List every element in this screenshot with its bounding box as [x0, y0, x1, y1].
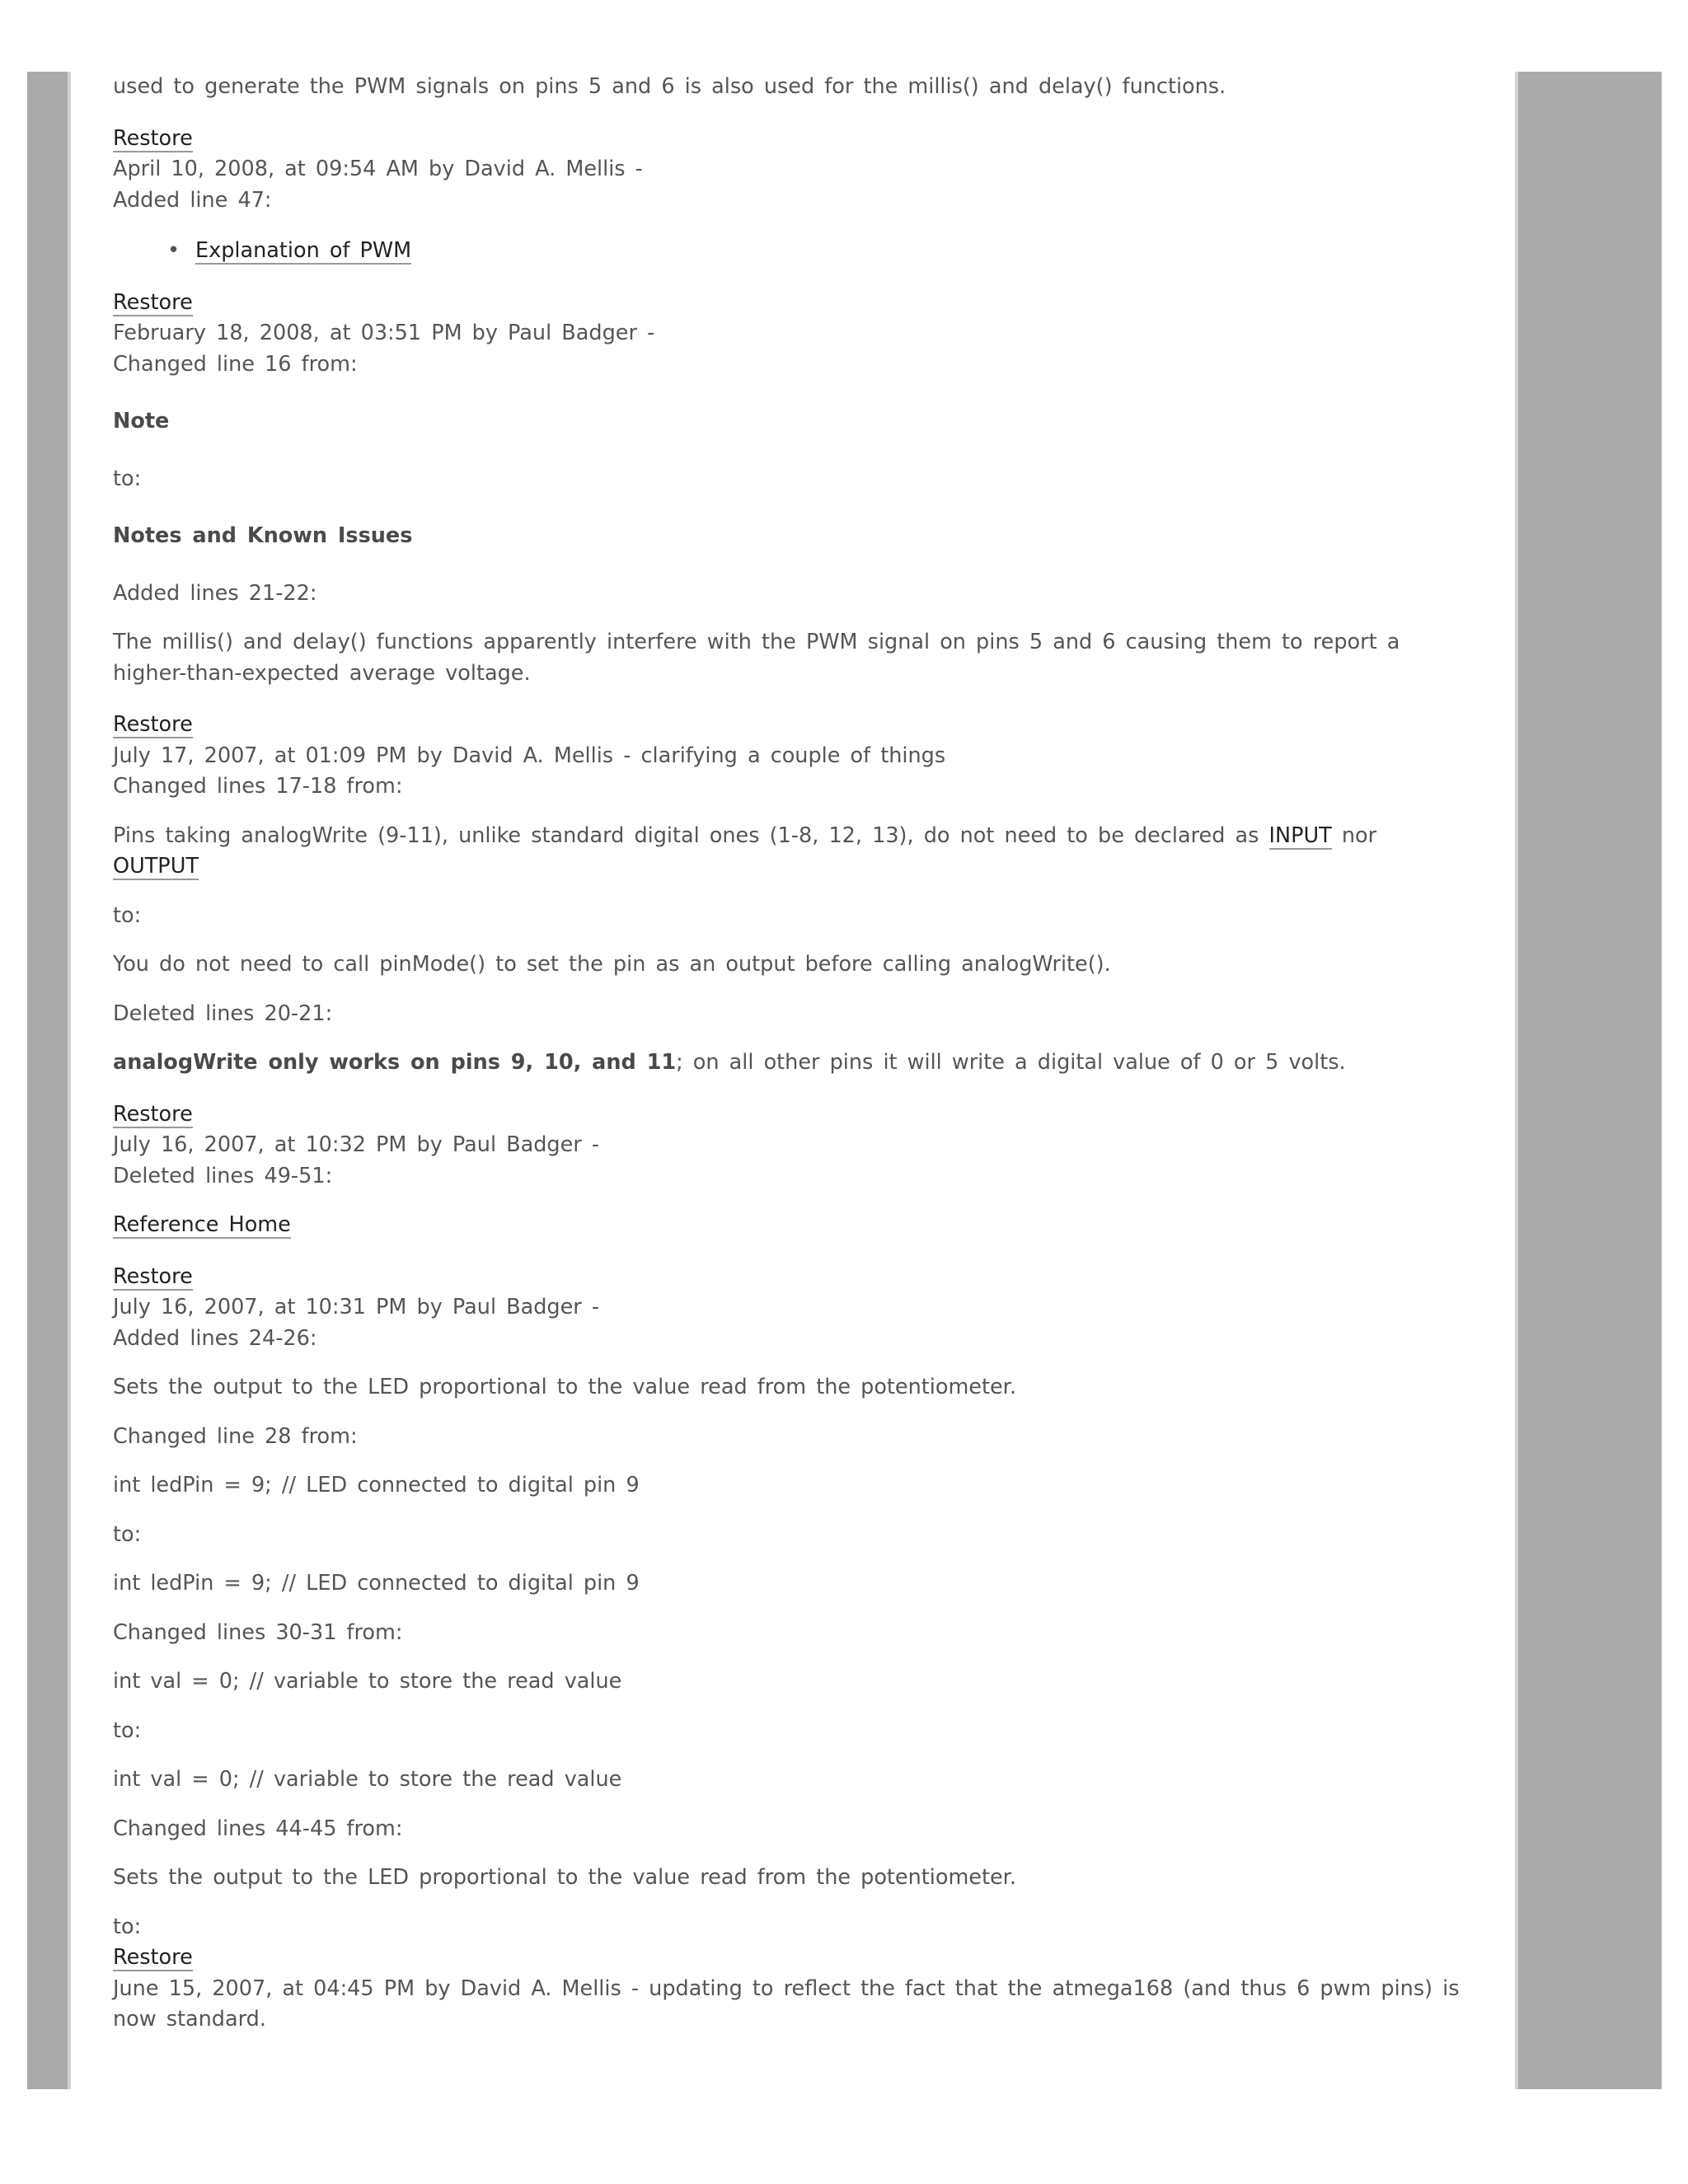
history-entry [113, 710, 1461, 1079]
change-label: Changed line 16 from: [113, 351, 358, 377]
change-label: Changed lines 17-18 from: [113, 774, 403, 799]
code-line: int val = 0; // variable to store the read value [113, 1669, 622, 1694]
from-text-line [113, 821, 1461, 883]
deleted-label: Deleted lines 20-21: [113, 1001, 333, 1026]
input-link[interactable]: INPUT [1268, 823, 1332, 848]
page-history-content [71, 72, 1515, 2089]
deleted-text-line [113, 1047, 1461, 1079]
from-text: Pins taking analogWrite (9-11), unlike standard digital ones (1-8, 12, 13), do not need to be declared as [113, 823, 1259, 848]
nor-text: nor [1341, 823, 1377, 848]
revision-meta: July 16, 2007, at 10:32 PM by Paul Badger - [113, 1132, 600, 1157]
output-link[interactable]: OUTPUT [113, 854, 199, 879]
to-label: to: [113, 1914, 142, 1939]
restore-link[interactable]: Restore [113, 289, 193, 315]
change-label: Changed line 28 from: [113, 1423, 358, 1449]
added-text: Sets the output to the LED proportional to the value read from the potentiometer. [113, 1375, 1016, 1399]
explanation-of-pwm-link[interactable]: Explanation of PWM [195, 238, 412, 263]
deleted-rest-text: ; on all other pins it will write a digital value of 0 or 5 volts. [676, 1050, 1346, 1075]
change-label: Changed lines 44-45 from: [113, 1816, 403, 1841]
revision-meta: July 16, 2007, at 10:31 PM by Paul Badger - [113, 1295, 600, 1319]
intro-line: used to generate the PWM signals on pins 5 and 6 is also used for the millis() and delay() functions. [113, 74, 1226, 99]
added-text: The millis() and delay() functions apparently interfere with the PWM signal on pins 5 and 6 causing them to report a higher-than-expected average voltage. [113, 630, 1400, 686]
revision-meta: June 15, 2007, at 04:45 PM by David A. Mellis - updating to reflect the fact that the atmega168 (and thus 6 pwm pins) is now standard. [113, 1975, 1460, 2032]
restore-link[interactable]: Restore [113, 1263, 193, 1289]
to-label: to: [113, 466, 142, 491]
list-item [195, 236, 1461, 267]
code-line: int ledPin = 9; // LED connected to digital pin 9 [113, 1473, 640, 1497]
reference-home-link[interactable]: Reference Home [113, 1212, 291, 1237]
to-label: to: [113, 902, 142, 928]
to-text: You do not need to call pinMode() to set the pin as an output before calling analogWrite(). [113, 952, 1111, 977]
revision-meta: April 10, 2008, at 09:54 AM by David A. Mellis - [113, 157, 643, 181]
restore-link[interactable]: Restore [113, 712, 193, 737]
history-entry [113, 1099, 1461, 1241]
code-line: int ledPin = 9; // LED connected to digital pin 9 [113, 1571, 640, 1596]
revision-meta: February 18, 2008, at 03:51 PM by Paul Badger - [113, 321, 655, 345]
code-line: int val = 0; // variable to store the read value [113, 1767, 622, 1792]
to-label: to: [113, 1521, 142, 1547]
change-label: Added lines 24-26: [113, 1325, 317, 1351]
to-label: to: [113, 1718, 142, 1743]
restore-link[interactable]: Restore [113, 125, 193, 151]
change-label: Changed lines 30-31 from: [113, 1619, 403, 1645]
change-label: Added line 47: [113, 187, 272, 213]
to-heading: Notes and Known Issues [113, 523, 413, 548]
deleted-bold-text: analogWrite only works on pins 9, 10, and 11 [113, 1050, 677, 1075]
revision-meta: July 17, 2007, at 01:09 PM by David A. Mellis - clarifying a couple of things [113, 743, 946, 768]
restore-link[interactable]: Restore [113, 1945, 193, 1970]
added-label: Added lines 21-22: [113, 580, 317, 606]
history-entry [113, 124, 1461, 267]
from-heading: Note [113, 409, 170, 434]
bullet-list [113, 236, 1461, 267]
history-entry [113, 1943, 1461, 2036]
change-label: Deleted lines 49-51: [113, 1163, 333, 1188]
restore-link[interactable]: Restore [113, 1101, 193, 1127]
from-text: Sets the output to the LED proportional to the value read from the potentiometer. [113, 1865, 1016, 1890]
history-entry [113, 1262, 1461, 1943]
right-frame-edge [1515, 72, 1518, 2089]
history-entry [113, 288, 1461, 690]
